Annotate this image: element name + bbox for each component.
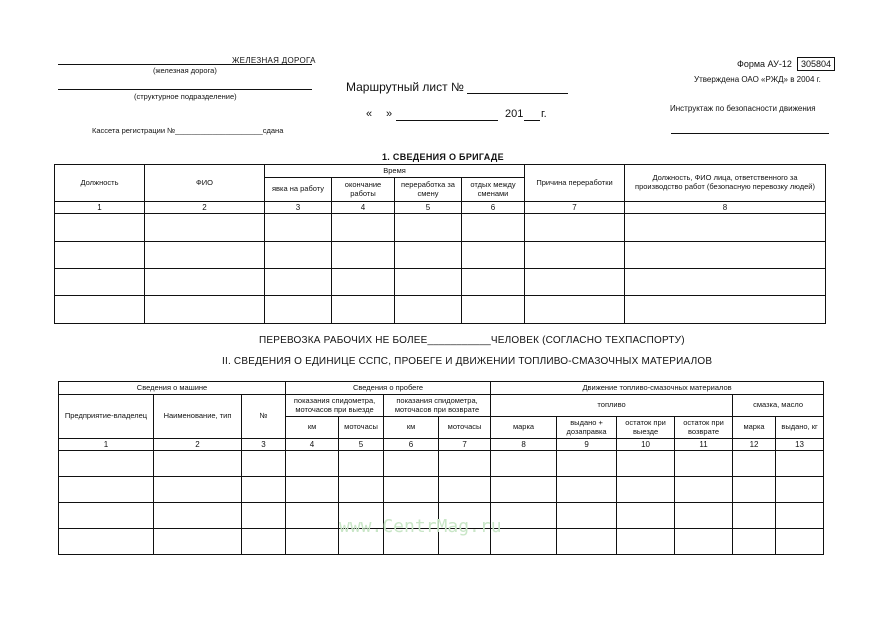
col-number: 11: [675, 439, 733, 451]
vehicle-cell[interactable]: [154, 503, 242, 529]
col-arrival-header: явка на работу: [265, 178, 332, 202]
railway-caption: (железная дорога): [153, 66, 217, 75]
vehicle-cell[interactable]: [617, 477, 675, 503]
col-rest-return-header: остаток при возврате: [675, 417, 733, 439]
crew-cell[interactable]: [462, 296, 525, 324]
vehicle-cell[interactable]: [675, 503, 733, 529]
crew-cell[interactable]: [395, 296, 462, 324]
col-number: 7: [439, 439, 491, 451]
vehicle-cell[interactable]: [286, 451, 339, 477]
vehicle-cell[interactable]: [59, 477, 154, 503]
col-number: 7: [525, 202, 625, 214]
col-overtime-header: переработка за смену: [395, 178, 462, 202]
vehicle-cell[interactable]: [242, 503, 286, 529]
col-number: 8: [625, 202, 826, 214]
vehicle-cell[interactable]: [675, 529, 733, 555]
vehicle-cell[interactable]: [675, 477, 733, 503]
cassette-registration: Кассета регистрации №_____________________сдана: [92, 126, 284, 135]
col-lube-header: смазка, масло: [733, 395, 824, 417]
date-month-line: [396, 120, 498, 121]
crew-table: [54, 164, 826, 324]
vehicle-cell[interactable]: [491, 477, 557, 503]
col-number: 2: [154, 439, 242, 451]
approved-note: Утверждена ОАО «РЖД» в 2004 г.: [694, 75, 821, 84]
col-number: 12: [733, 439, 776, 451]
vehicle-cell[interactable]: [339, 477, 384, 503]
col-end-work-header: окончание работы: [332, 178, 395, 202]
table-row: [59, 477, 824, 503]
vehicle-cell[interactable]: [384, 451, 439, 477]
vehicle-cell[interactable]: [617, 503, 675, 529]
crew-cell[interactable]: [625, 214, 826, 242]
col-issued-kg-header: выдано, кг: [776, 417, 824, 439]
crew-cell[interactable]: [525, 269, 625, 296]
division-underline: [58, 89, 312, 90]
vehicle-cell[interactable]: [242, 451, 286, 477]
vehicle-cell[interactable]: [557, 529, 617, 555]
vehicle-cell[interactable]: [59, 529, 154, 555]
crew-cell[interactable]: [625, 296, 826, 324]
vehicle-cell[interactable]: [733, 451, 776, 477]
vehicle-cell[interactable]: [776, 477, 824, 503]
vehicle-cell[interactable]: [286, 529, 339, 555]
crew-cell[interactable]: [462, 214, 525, 242]
vehicle-cell[interactable]: [439, 451, 491, 477]
col-number: 5: [395, 202, 462, 214]
col-fuel-movement-header: Движение топливо-смазочных материалов: [491, 382, 824, 395]
table-row: [55, 242, 826, 269]
col-position-header: Должность: [55, 165, 145, 202]
crew-cell[interactable]: [525, 214, 625, 242]
vehicle-cell[interactable]: [675, 451, 733, 477]
transport-limit-line: ПЕРЕВОЗКА РАБОЧИХ НЕ БОЛЕЕ___________ЧЕЛОВЕК (СОГЛАСНО ТЕХПАСПОРТУ): [259, 335, 685, 346]
vehicle-cell[interactable]: [776, 503, 824, 529]
crew-cell[interactable]: [332, 242, 395, 269]
crew-cell[interactable]: [265, 214, 332, 242]
vehicle-cell[interactable]: [776, 451, 824, 477]
date-year-line: [524, 120, 540, 121]
col-number: 13: [776, 439, 824, 451]
crew-cell[interactable]: [525, 242, 625, 269]
vehicle-cell[interactable]: [776, 529, 824, 555]
crew-cell[interactable]: [55, 214, 145, 242]
col-number: 4: [286, 439, 339, 451]
railway-value: ЖЕЛЕЗНАЯ ДОРОГА: [232, 56, 316, 65]
form-code-box: 305804: [797, 57, 835, 71]
vehicle-cell[interactable]: [491, 451, 557, 477]
vehicle-cell[interactable]: [617, 529, 675, 555]
col-number: 1: [59, 439, 154, 451]
col-number: 6: [384, 439, 439, 451]
vehicle-cell[interactable]: [286, 477, 339, 503]
form-label: Форма АУ-12: [737, 59, 792, 69]
division-caption: (структурное подразделение): [134, 92, 237, 101]
col-number-header: №: [242, 395, 286, 439]
crew-cell[interactable]: [462, 242, 525, 269]
crew-cell[interactable]: [145, 269, 265, 296]
table-row: [55, 269, 826, 296]
date-year: 201: [505, 108, 524, 120]
crew-cell[interactable]: [395, 242, 462, 269]
route-sheet-title: Маршрутный лист №: [346, 80, 464, 94]
col-number: 10: [617, 439, 675, 451]
col-hours-header: моточасы: [339, 417, 384, 439]
col-time-header: Время: [265, 165, 525, 178]
vehicle-cell[interactable]: [59, 503, 154, 529]
col-km-header: км: [384, 417, 439, 439]
col-overtime-reason-header: Причина переработки: [525, 165, 625, 202]
col-rest-depart-header: остаток при выезде: [617, 417, 675, 439]
col-number: 3: [265, 202, 332, 214]
crew-cell[interactable]: [625, 269, 826, 296]
vehicle-cell[interactable]: [384, 477, 439, 503]
vehicle-cell[interactable]: [439, 477, 491, 503]
vehicle-cell[interactable]: [557, 451, 617, 477]
crew-cell[interactable]: [145, 296, 265, 324]
vehicle-cell[interactable]: [154, 529, 242, 555]
col-mileage-header: Сведения о пробеге: [286, 382, 491, 395]
col-number: 4: [332, 202, 395, 214]
safety-briefing-line: [671, 133, 829, 134]
col-hours-header: моточасы: [439, 417, 491, 439]
crew-cell[interactable]: [55, 242, 145, 269]
safety-briefing-label: Инструктаж по безопасности движения: [670, 104, 816, 113]
vehicle-cell[interactable]: [242, 477, 286, 503]
vehicle-cell[interactable]: [617, 451, 675, 477]
date-quote-open: «: [366, 108, 373, 120]
col-number: 6: [462, 202, 525, 214]
crew-cell[interactable]: [55, 269, 145, 296]
vehicle-cell[interactable]: [59, 451, 154, 477]
table-row: [55, 214, 826, 242]
col-number: 3: [242, 439, 286, 451]
col-machine-header: Сведения о машине: [59, 382, 286, 395]
col-brand-header: марка: [491, 417, 557, 439]
crew-cell[interactable]: [55, 296, 145, 324]
crew-cell[interactable]: [265, 242, 332, 269]
crew-cell[interactable]: [395, 269, 462, 296]
crew-cell[interactable]: [332, 214, 395, 242]
crew-cell[interactable]: [395, 214, 462, 242]
vehicle-cell[interactable]: [557, 477, 617, 503]
crew-cell[interactable]: [332, 296, 395, 324]
crew-cell[interactable]: [332, 269, 395, 296]
crew-cell[interactable]: [145, 242, 265, 269]
col-odo-return-header: показания спидометра, моточасов при возврате: [384, 395, 491, 417]
vehicle-cell[interactable]: [154, 477, 242, 503]
col-brand-header: марка: [733, 417, 776, 439]
col-number: 9: [557, 439, 617, 451]
crew-cell[interactable]: [265, 269, 332, 296]
vehicle-cell[interactable]: [733, 503, 776, 529]
section2-title: II. СВЕДЕНИЯ О ЕДИНИЦЕ ССПС, ПРОБЕГЕ И ДВИЖЕНИИ ТОПЛИВО-СМАЗОЧНЫХ МАТЕРИАЛОВ: [222, 356, 713, 367]
section1-title: 1. СВЕДЕНИЯ О БРИГАДЕ: [382, 152, 504, 162]
col-owner-header: Предприятие-владелец: [59, 395, 154, 439]
crew-cell[interactable]: [145, 214, 265, 242]
crew-cell[interactable]: [462, 269, 525, 296]
watermark: www.CentrMag.ru: [339, 516, 502, 537]
railway-underline: [58, 64, 312, 65]
col-number: 2: [145, 202, 265, 214]
col-issued-refill-header: выдано + дозаправка: [557, 417, 617, 439]
vehicle-cell[interactable]: [733, 477, 776, 503]
col-km-header: км: [286, 417, 339, 439]
col-fio-header: ФИО: [145, 165, 265, 202]
route-sheet-number-line: [467, 93, 568, 94]
col-odo-depart-header: показания спидометра, моточасов при выезде: [286, 395, 384, 417]
crew-cell[interactable]: [525, 296, 625, 324]
vehicle-cell[interactable]: [733, 529, 776, 555]
date-year-suffix: г.: [541, 108, 547, 120]
crew-cell[interactable]: [625, 242, 826, 269]
col-number: 8: [491, 439, 557, 451]
table-row: [55, 296, 826, 324]
vehicle-cell[interactable]: [557, 503, 617, 529]
crew-cell[interactable]: [265, 296, 332, 324]
vehicle-cell[interactable]: [339, 451, 384, 477]
col-responsible-header: Должность, ФИО лица, ответственного за производство работ (безопасную перевозку людей): [625, 165, 826, 202]
vehicle-cell[interactable]: [242, 529, 286, 555]
table-row: [59, 451, 824, 477]
col-rest-header: отдых между сменами: [462, 178, 525, 202]
col-fuel-header: топливо: [491, 395, 733, 417]
col-number: 1: [55, 202, 145, 214]
date-quote-close: »: [386, 108, 393, 120]
col-number: 5: [339, 439, 384, 451]
vehicle-cell[interactable]: [286, 503, 339, 529]
col-name-type-header: Наименование, тип: [154, 395, 242, 439]
vehicle-cell[interactable]: [154, 451, 242, 477]
